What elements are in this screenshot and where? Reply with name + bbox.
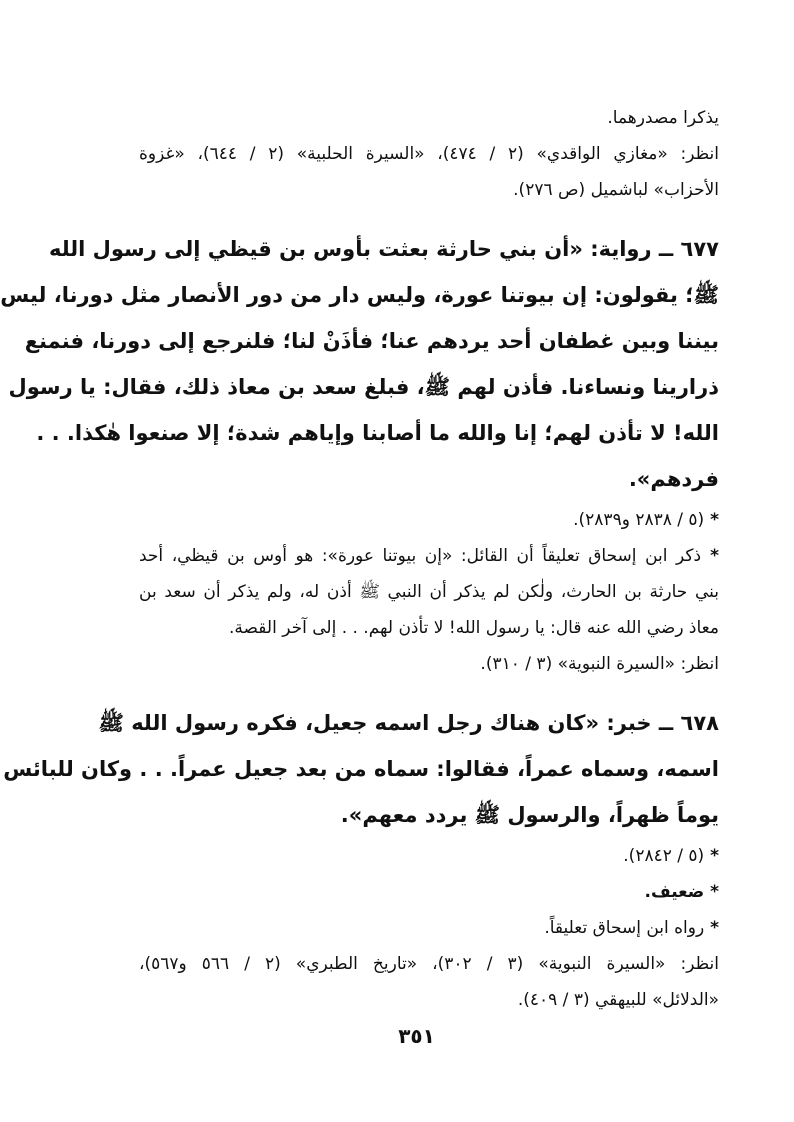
grade-label: * ضعيف. [139, 874, 719, 910]
entry-text-line: فردهم». [628, 467, 719, 491]
reference-line: انظر: «مغازي الواقدي» (٢ / ٤٧٤)، «السيرة الحلبية» (٢ / ٦٤٤)، «غزوة [139, 144, 719, 164]
commentary-line: معاذ رضي الله عنه قال: يا رسول الله! لا تأذن لهم. . . إلى آخر القصة. [229, 618, 719, 638]
reference-line: الأحزاب» لباشميل (ص ٢٧٦). [513, 180, 719, 200]
text-line: يذكرا مصدرهما. [607, 108, 719, 128]
entry-text-line: الله! لا تأذن لهم؛ إنا والله ما أصابنا وإياهم شدة؛ إلا صنعوا هٰكذا. . . [36, 421, 719, 445]
commentary-line: * ذكر ابن إسحاق تعليقاً أن القائل: «إن بيوتنا عورة»: هو أوس بن قيظي، أحد [139, 538, 719, 574]
entry-heading: ٦٧٧ ــ رواية: «أن بني حارثة بعثت بأوس بن قيظي إلى رسول الله [48, 237, 719, 261]
entry-heading: ٦٧٨ ــ خبر: «كان هناك رجل اسمه جعيل، فكره رسول الله ﷺ [98, 711, 719, 735]
entry-text-line: اسمه، وسماه عمراً، فقالوا: سماه من بعد جعيل عمراً. . . وكان للبائس [3, 757, 719, 781]
entry-text-line: ذرارينا ونساءنا. فأذن لهم ﷺ، فبلغ سعد بن معاذ ذلك، فقال: يا رسول [8, 375, 719, 399]
previous-entry-tail [139, 100, 719, 208]
source-reference: * (٥ / ٢٨٣٨ و٢٨٣٩). [139, 502, 719, 538]
entry-678 [3, 700, 719, 1018]
see-also-line: انظر: «السيرة النبوية» (٣ / ٣٠٢)، «تاريخ الطبري» (٢ / ٥٦٦ و٥٦٧)، [139, 954, 719, 974]
page-body [0, 100, 719, 1018]
commentary-line: * رواه ابن إسحاق تعليقاً. [139, 910, 719, 946]
commentary-line: بني حارثة بن الحارث، ولٰكن لم يذكر أن النبي ﷺ أذن له، ولم يذكر أن سعد بن [139, 582, 719, 602]
entry-text-line: يوماً ظهراً، والرسول ﷺ يردد معهم». [340, 803, 719, 827]
entry-text-line: ﷺ؛ يقولون: إن بيوتنا عورة، وليس دار من دور الأنصار مثل دورنا، ليس [0, 283, 719, 307]
see-also-line: «الدلائل» للبيهقي (٣ / ٤٠٩). [517, 990, 719, 1010]
see-also-line: انظر: «السيرة النبوية» (٣ / ٣١٠). [480, 654, 719, 674]
source-reference: * (٥ / ٢٨٤٢). [139, 838, 719, 874]
entry-text-line: بيننا وبين غطفان أحد يردهم عنا؛ فأذَنْ لنا؛ فلنرجع إلى دورنا، فنمنع [24, 329, 719, 353]
page-number: ٣٥١ [398, 1024, 435, 1048]
entry-677 [0, 226, 719, 682]
